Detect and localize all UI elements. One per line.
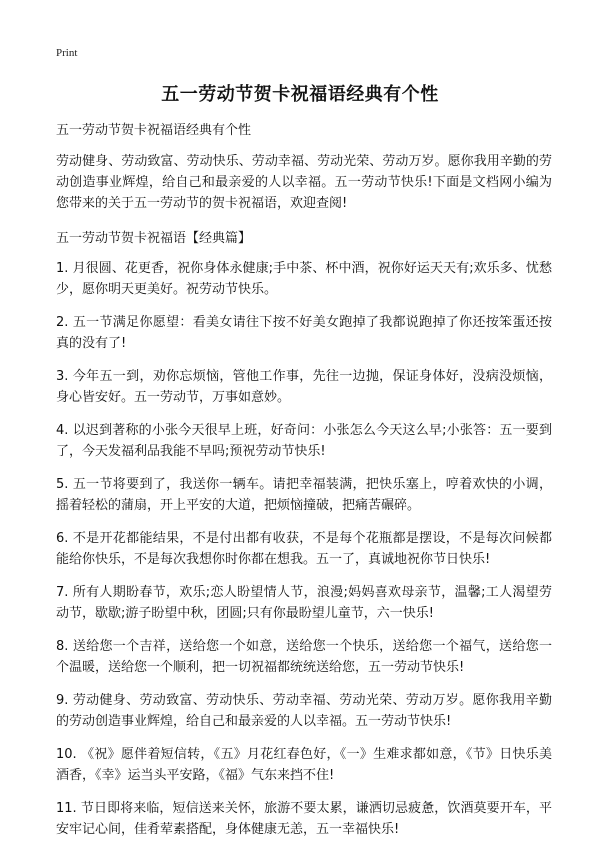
article-body [56,120,552,852]
list-item: 6. 不是开花都能结果，不是付出都有收获，不是每个花瓶都是摆设，不是每次问候都能给你快乐，不是每次我想你时你都在想我。五一了，真诚地祝你节日快乐! [56,531,552,567]
list-item: 9. 劳动健身、劳动致富、劳动快乐、劳动幸福、劳动光荣、劳动万岁。愿你我用辛勤的劳动创造事业辉煌，给自己和最亲爱的人以幸福。五一劳动节快乐! [56,693,552,729]
print-link[interactable]: Print [56,47,78,59]
list-item: 5. 五一节将要到了，我送你一辆车。请把幸福装满，把快乐塞上，哼着欢快的小调，摇着轻松的蒲扇，开上平安的大道，把烦恼撞破，把痛苦碾碎。 [56,477,552,513]
list-item: 11. 节日即将来临，短信送来关怀，旅游不要太累，谦洒切忌疲惫，饮酒莫要开车，平安牢记心间，佳肴荤素搭配，身体健康无恙，五一幸福快乐! [56,801,552,837]
list-item: 3. 今年五一到，劝你忘烦恼，管他工作事，先往一边抛，保证身体好，没病没烦恼，身心皆安好。五一劳动节，万事如意妙。 [56,369,552,405]
list-item: 8. 送给您一个吉祥，送给您一个如意，送给您一个快乐，送给您一个福气，送给您一个温暖，送给您一个顺利，把一切祝福都统统送给您，五一劳动节快乐! [56,639,552,675]
list-item: 4. 以迟到著称的小张今天很早上班，好奇问：小张怎么今天这么早;小张答：五一要到了，今天发福利品我能不早吗;预祝劳动节快乐! [56,423,552,459]
section-heading: 五一劳动节贺卡祝福语【经典篇】 [56,231,252,246]
intro-paragraph: 劳动健身、劳动致富、劳动快乐、劳动幸福、劳动光荣、劳动万岁。愿你我用辛勤的劳动创造事业辉煌，给自己和最亲爱的人以幸福。五一劳动节快乐!下面是文档网小编为您带来的关于五一劳动节的贺卡祝福语，欢迎查阅! [56,154,552,211]
page-title: 五一劳动节贺卡祝福语经典有个性 [161,84,439,105]
list-item: 1. 月很圆、花更香，祝你身体永健康;手中茶、杯中酒，祝你好运天天有;欢乐多、忧愁少，愿你明天更美好。祝劳动节快乐。 [56,261,552,297]
list-item: 10. 《祝》愿伴着短信转，《五》月花红春色好，《一》生难求都如意，《节》日快乐美酒香，《幸》运当头平安路，《福》气东来挡不住! [56,747,552,783]
article-subtitle: 五一劳动节贺卡祝福语经典有个性 [56,123,252,138]
list-item: 2. 五一节满足你愿望：看美女请往下按不好美女跑掉了我都说跑掉了你还按笨蛋还按真的没有了! [56,315,552,351]
list-item: 7. 所有人期盼春节，欢乐;恋人盼望情人节，浪漫;妈妈喜欢母亲节，温馨;工人渴望劳动节，歇歇;游子盼望中秋，团圆;只有你最盼望儿童节，六一快乐! [56,585,552,621]
